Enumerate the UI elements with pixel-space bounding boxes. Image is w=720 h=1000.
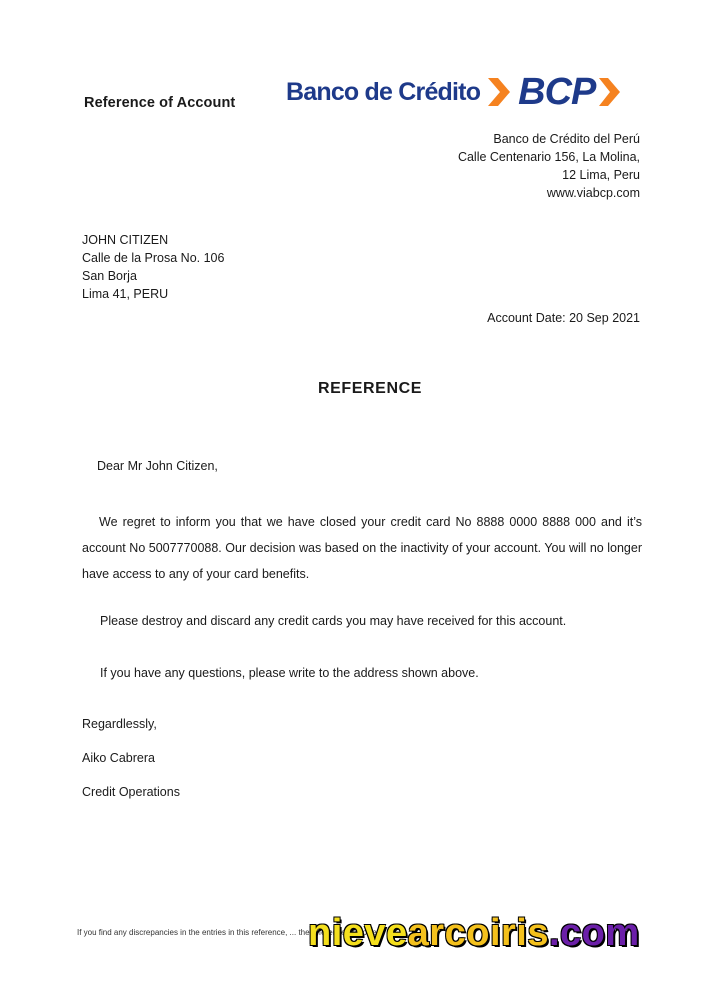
logo-mark: BCP [518,70,596,113]
account-date: Account Date: 20 Sep 2021 [487,311,640,325]
signer-name: Aiko Cabrera [82,751,155,765]
recipient-address-line: Lima 41, PERU [82,287,169,301]
chevron-right-icon [597,72,623,112]
recipient-address-line: Calle de la Prosa No. 106 [82,251,225,265]
bank-website: www.viabcp.com [546,186,640,200]
recipient-name: JOHN CITIZEN [82,233,169,247]
logo-wordmark: Banco de Crédito [286,77,481,106]
body-paragraph: If you have any questions, please write to the address shown above. [100,666,479,680]
salutation: Dear Mr John Citizen, [97,459,218,473]
reference-heading: REFERENCE [317,380,423,397]
body-paragraph: Please destroy and discard any credit cards you may have received for this account. [100,614,567,628]
body-paragraph: We regret to inform you that we have closed your credit card No 8888 0000 8888 000 and it’s account No 5007770088. Our decision was based on the inactivity of your account. You will no longer have access to any of your card benefits. [82,515,642,581]
document-title: Reference of Account [84,95,236,111]
chevron-right-icon [486,72,516,112]
bank-address-line: 12 Lima, Peru [562,168,640,182]
signer-department: Credit Operations [82,785,180,799]
footer-disclaimer: If you find any discrepancies in the entries in this reference, ... the reference as correct. [77,928,386,937]
watermark [308,912,640,955]
bank-address-line: Banco de Crédito del Perú [493,132,640,146]
closing: Regardlessly, [82,717,157,731]
bank-logo [286,70,623,114]
watermark-part: .com [548,912,640,954]
bank-address-line: Calle Centenario 156, La Molina, [457,150,640,164]
watermark-part: nieve [308,912,408,954]
recipient-address [82,231,224,303]
bank-address [458,130,640,202]
watermark-part: arcoiris [407,912,549,954]
recipient-address-line: San Borja [82,269,137,283]
